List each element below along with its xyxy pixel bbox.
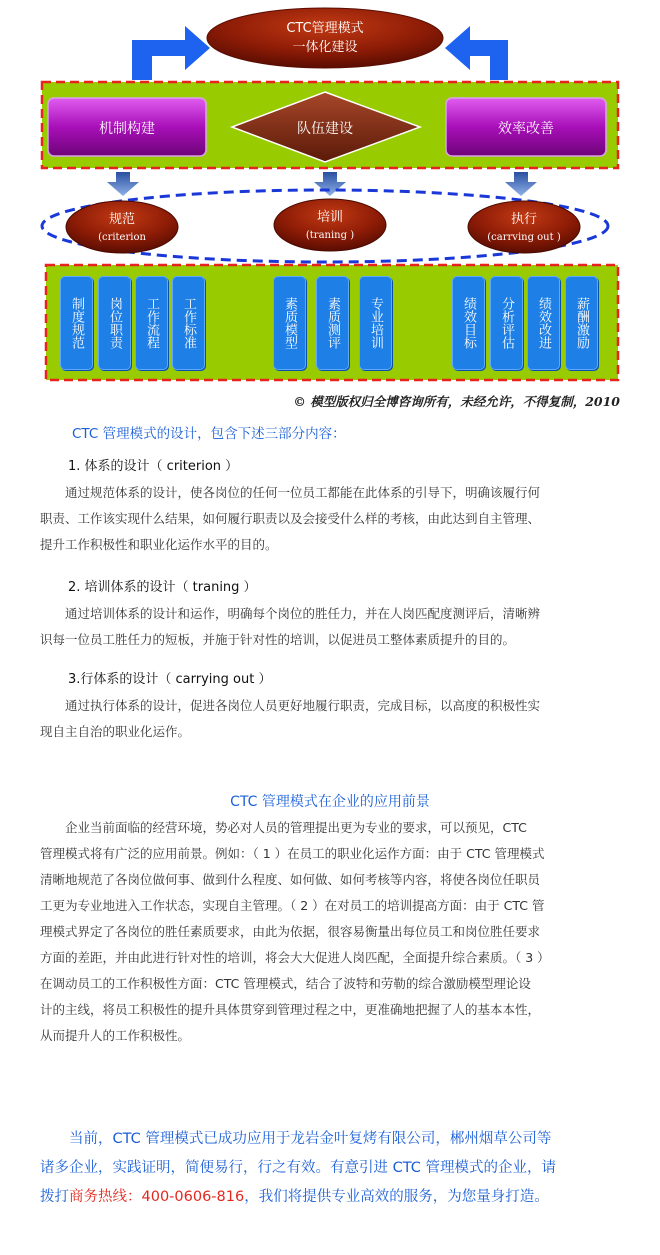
item1-line2: 职责、工作该实现什么结果，如何履行职责以及会接受什么样的考核，由此达到自主管理、 <box>40 511 541 526</box>
item3-line1: 通过执行体系的设计，促进各岗位人员更好地履行职责，完成目标，以高度的积极性实 <box>65 698 541 713</box>
item1-body <box>40 480 630 558</box>
top-oval-line2: 一体化建设 <box>292 40 358 55</box>
box-gangwei-zhize: 岗位职责 <box>98 276 131 370</box>
box-zhuanye-peixun: 专业培训 <box>359 276 392 370</box>
item3-heading: 3.行体系的设计（ carrying out ） <box>68 672 272 687</box>
box-jixiao-gaijin: 绩效改进 <box>527 276 560 370</box>
section2-body <box>40 815 630 1049</box>
item2-body <box>40 601 630 653</box>
team-label: 队伍建设 <box>297 121 353 137</box>
left-curved-arrow <box>132 26 210 80</box>
criterion-sub: (criterion <box>98 232 146 243</box>
item1-heading: 1. 体系的设计（ criterion ） <box>68 459 239 474</box>
mechanism-label: 机制构建 <box>99 121 155 137</box>
s2-line7: 在调动员工的工作积极性方面：CTC 管理模式，结合了波特和劳勒的综合激励模型理论设 <box>40 976 531 991</box>
promo-line1: 当前，CTC 管理模式已成功应用于龙岩金叶复烤有限公司，郴州烟草公司等 <box>69 1131 552 1147</box>
item2-heading: 2. 培训体系的设计（ traning ） <box>68 580 257 595</box>
efficiency-label: 效率改善 <box>498 121 554 137</box>
box-zhidu-guifan: 制度规范 <box>60 276 93 370</box>
box-gongzuo-liucheng: 工作流程 <box>135 276 168 370</box>
criterion-label: 规范 <box>108 212 135 227</box>
box-suzhi-ceping: 素质测评 <box>316 276 349 370</box>
box-xinchou-jili: 薪酬激励 <box>565 276 598 370</box>
s2-line8: 计的主线，将员工积极性的提升具体贯穿到管理过程之中，更准确地把握了人的基本本性， <box>40 1002 541 1017</box>
top-oval <box>207 8 443 68</box>
top-oval-line1: CTC管理模式 <box>286 21 364 36</box>
carrying-sub: (carrving out ) <box>487 232 561 243</box>
item3-line2: 现自主自治的职业化运作。 <box>40 724 191 739</box>
right-curved-arrow <box>445 26 508 80</box>
s2-line4: 工更为专业地进入工作状态，实现自主管理。（ 2 ）在对员工的培训提高方面：由于 CTC 管 <box>40 898 545 913</box>
section2-title: CTC 管理模式在企业的应用前景 <box>230 794 430 810</box>
s2-line2: 管理模式将有广泛的应用前景。例如：（ 1 ）在员工的职业化运作方面：由于 CTC 管理模式 <box>40 846 545 861</box>
s2-line5: 理模式界定了各岗位的胜任素质要求，由此为依据，很容易衡量出每位员工和岗位胜任要求 <box>40 924 541 939</box>
box-jixiao-mubiao: 绩效目标 <box>452 276 485 370</box>
promo-line3-post: ，我们将提供专业高效的服务，为您量身打造。 <box>244 1189 549 1205</box>
s2-line9: 从而提升人的工作积极性。 <box>40 1028 191 1043</box>
box-suzhi-moxing: 素质模型 <box>273 276 306 370</box>
item1-line3: 提升工作积极性和职业化运作水平的目的。 <box>40 537 278 552</box>
promo-line2: 诸多企业，实践证明，简便易行，行之有效。有意引进 CTC 管理模式的企业，请 <box>40 1160 556 1176</box>
down-arrows <box>107 172 537 196</box>
promo-line3-pre: 拨打 <box>40 1189 69 1205</box>
s2-line6: 方面的差距，并由此进行针对性的培训，将会大大促进人岗匹配，全面提升综合素质。（ 3 ） <box>40 950 550 965</box>
promo-line3 <box>40 1183 630 1212</box>
traning-label: 培训 <box>316 210 343 225</box>
copyright-note: © 模型版权归全博咨询所有，未经允许，不得复制，2010 <box>293 394 620 409</box>
section1-title: CTC 管理模式的设计，包含下述三部分内容： <box>72 426 346 442</box>
item2-line1: 通过培训体系的设计和运作，明确每个岗位的胜任力，并在人岗匹配度测评后，清晰辨 <box>65 606 541 621</box>
carrying-label: 执行 <box>510 212 537 227</box>
box-fenxi-pinggu: 分析评估 <box>490 276 523 370</box>
hotline-text[interactable]: 商务热线：400-0606-816 <box>69 1189 245 1205</box>
ctc-model-diagram <box>0 0 660 410</box>
s2-line1: 企业当前面临的经营环境，势必对人员的管理提出更为专业的要求，可以预见，CTC <box>65 820 527 835</box>
box-gongzuo-biaozhun: 工作标准 <box>172 276 205 370</box>
item2-line2: 识每一位员工胜任力的短板，并施于针对性的培训，以促进员工整体素质提升的目的。 <box>40 632 516 647</box>
item3-body <box>40 693 630 745</box>
s2-line3: 清晰地规范了各岗位做何事、做到什么程度、如何做、如何考核等内容，将使各岗位任职员 <box>40 872 541 887</box>
item1-line1: 通过规范体系的设计，使各岗位的任何一位员工都能在此体系的引导下，明确该履行何 <box>65 485 541 500</box>
traning-sub: (traning ) <box>305 230 355 241</box>
